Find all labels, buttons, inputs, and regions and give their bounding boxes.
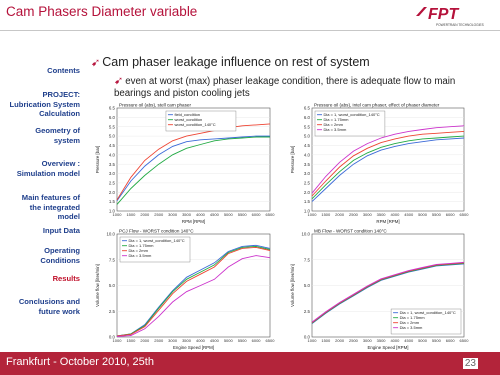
- y-tick-label: 7.5: [108, 257, 115, 263]
- chart-title: Pressure oil (abs), stell cam phaser: [119, 102, 191, 108]
- nav-item-line: Calculation: [39, 109, 80, 118]
- y-tick-label: 5.0: [108, 283, 115, 289]
- y-tick-label: 6.0: [303, 114, 310, 120]
- x-tick-label: 1500: [126, 212, 136, 217]
- chart-title: Pressure oil (abs), intel cam phaser, effect of phaser diameter: [314, 102, 440, 108]
- y-tick-label: 3.5: [108, 161, 115, 167]
- slide-title: Cam Phasers Diameter variable: [6, 4, 198, 19]
- y-tick-label: 2.5: [303, 308, 310, 314]
- x-tick-label: 1500: [321, 338, 331, 343]
- x-tick-label: 1500: [126, 338, 136, 343]
- y-tick-label: 2.0: [303, 189, 310, 195]
- legend-label: worst_condition: [174, 117, 203, 122]
- x-tick-label: 4500: [209, 338, 219, 343]
- header-divider: [0, 30, 500, 31]
- x-tick-label: 3500: [182, 338, 191, 343]
- y-tick-label: 5.0: [108, 133, 115, 139]
- y-tick-label: 1.5: [108, 199, 115, 205]
- nav-item-line: future work: [38, 306, 80, 316]
- bullet-main: [91, 55, 370, 69]
- x-axis-label: RPM [RPM]: [376, 219, 400, 224]
- x-tick-label: 1000: [112, 338, 122, 343]
- x-tick-label: 5500: [237, 338, 247, 343]
- x-tick-label: 5500: [237, 212, 247, 217]
- legend-label: Dia = 1.75mm: [399, 315, 425, 320]
- y-tick-label: 3.0: [108, 171, 115, 177]
- x-tick-label: 6000: [251, 338, 261, 343]
- x-tick-label: 1000: [112, 212, 122, 217]
- y-tick-label: 4.5: [108, 143, 115, 149]
- chart-title: PCJ Flow - WORST condition 140°C: [119, 228, 194, 234]
- fpt-logo: [414, 3, 494, 29]
- y-tick-label: 0.0: [303, 334, 310, 340]
- chart-svg: [283, 226, 470, 351]
- x-tick-label: 2000: [140, 338, 150, 343]
- legend-label: Dia = 2mm: [128, 248, 148, 253]
- chart-mb-flow: [283, 226, 470, 351]
- bullet-marker-icon: ➹: [114, 75, 124, 87]
- nav-item-line: Main features of: [21, 193, 80, 202]
- nav-item-0[interactable]: [47, 66, 80, 76]
- nav-item-3[interactable]: [17, 159, 80, 178]
- x-tick-label: 3500: [182, 212, 191, 217]
- x-tick-label: 1000: [307, 338, 317, 343]
- nav-item-2[interactable]: [35, 126, 80, 145]
- y-tick-label: 2.0: [108, 189, 115, 195]
- x-tick-label: 2500: [154, 212, 164, 217]
- legend: [166, 111, 236, 131]
- y-tick-label: 4.5: [303, 143, 310, 149]
- x-tick-label: 3000: [168, 212, 178, 217]
- logo-subtext: POWERTRAIN TECHNOLOGIES: [436, 23, 484, 27]
- y-tick-label: 10.0: [106, 231, 115, 237]
- chart-title: MB Flow - WORST condition 140°C: [314, 228, 387, 234]
- x-axis-label: RPM [RPM]: [181, 219, 206, 224]
- y-axis-label: Pressure [bar]: [95, 145, 100, 174]
- nav-item-line: Simulation model: [16, 168, 80, 178]
- y-tick-label: 2.5: [108, 180, 115, 186]
- x-axis-label: Engine Speed [RPM]: [367, 345, 409, 350]
- x-tick-label: 3500: [376, 338, 386, 343]
- y-tick-label: 5.5: [303, 124, 310, 130]
- x-tick-label: 1500: [321, 212, 331, 217]
- y-axis-label: Volume flow [liter/min]: [290, 264, 295, 307]
- y-tick-label: 0.0: [108, 334, 115, 340]
- y-tick-label: 7.5: [303, 257, 310, 263]
- x-tick-label: 4500: [209, 212, 219, 217]
- y-tick-label: 5.0: [303, 133, 310, 139]
- x-tick-label: 2500: [154, 338, 164, 343]
- x-tick-label: 3000: [362, 338, 372, 343]
- x-tick-label: 6000: [445, 338, 455, 343]
- legend-label: Dia = 1, worst_condition_140°C: [128, 238, 185, 243]
- x-tick-label: 2000: [140, 212, 150, 217]
- legend-label: worst_condition_140°C: [174, 122, 216, 127]
- nav-item-7[interactable]: [53, 274, 80, 284]
- y-tick-label: 1.0: [108, 208, 115, 214]
- x-tick-label: 4000: [196, 338, 205, 343]
- nav-item-line: Contents: [47, 66, 80, 75]
- y-tick-label: 6.5: [303, 105, 310, 111]
- y-tick-label: 5.0: [303, 283, 310, 289]
- nav-item-line: Results: [52, 274, 80, 283]
- x-tick-label: 6500: [459, 338, 469, 343]
- nav-item-line: the integrated: [29, 202, 80, 212]
- legend: [391, 309, 461, 334]
- nav-item-line: Lubrication System: [9, 99, 80, 109]
- legend-label: Dia = 3.5mm: [128, 253, 152, 258]
- y-tick-label: 2.5: [108, 308, 115, 314]
- x-tick-label: 5000: [223, 338, 233, 343]
- x-tick-label: 4000: [390, 212, 400, 217]
- nav-item-line: system: [53, 135, 80, 145]
- chart-pressure-steel: [88, 100, 276, 225]
- x-tick-label: 6500: [265, 212, 275, 217]
- x-tick-label: 6500: [459, 212, 469, 217]
- nav-item-4[interactable]: [22, 193, 80, 222]
- y-tick-label: 6.0: [108, 114, 115, 120]
- nav-item-line: Input Data: [42, 226, 80, 235]
- nav-item-line: Overview :: [41, 159, 80, 168]
- x-tick-label: 5500: [431, 338, 441, 343]
- nav-item-line: Conditions: [40, 255, 80, 265]
- legend-label: field_condition: [174, 112, 201, 117]
- nav-item-1[interactable]: [10, 90, 80, 119]
- x-tick-label: 6500: [265, 338, 275, 343]
- x-tick-label: 4000: [390, 338, 400, 343]
- x-tick-label: 2500: [349, 212, 358, 217]
- nav-item-8[interactable]: [19, 297, 80, 316]
- y-tick-label: 1.0: [303, 208, 310, 214]
- legend-label: Dia = 2mm: [399, 320, 420, 325]
- legend-label: Dia = 1.75mm: [128, 243, 154, 248]
- x-tick-label: 6000: [251, 212, 261, 217]
- chart-svg: [283, 100, 470, 225]
- nav-item-5[interactable]: [43, 226, 80, 236]
- chart-svg: [88, 100, 276, 225]
- y-axis-label: Volume flow [liter/min]: [95, 264, 100, 307]
- x-tick-label: 1000: [307, 212, 317, 217]
- nav-item-line: Geometry of: [35, 126, 80, 135]
- nav-item-line: Operating: [44, 246, 80, 255]
- x-tick-label: 3000: [362, 212, 372, 217]
- bullet-sub-text: even at worst (max) phaser leakage condition, there is adequate flow to main bearings and piston cooling jets: [114, 76, 456, 99]
- bullet-sub: [114, 75, 494, 100]
- x-tick-label: 4500: [404, 338, 414, 343]
- y-tick-label: 5.5: [108, 124, 115, 130]
- legend-label: Dia = 2mm: [323, 122, 343, 127]
- legend-label: Dia = 3.5mm: [323, 127, 347, 132]
- y-tick-label: 1.5: [303, 199, 310, 205]
- y-tick-label: 3.0: [303, 171, 310, 177]
- chart-pressure-intel: [283, 100, 470, 225]
- nav-item-line: model: [57, 212, 80, 221]
- y-tick-label: 6.5: [108, 105, 115, 111]
- legend-label: Dia = 3.5mm: [399, 325, 423, 330]
- nav-item-line: PROJECT:: [42, 90, 80, 99]
- page-number: 23: [464, 358, 476, 369]
- x-axis-label: Engine Speed [RPM]: [172, 345, 215, 350]
- x-tick-label: 2500: [349, 338, 358, 343]
- x-tick-label: 4500: [404, 212, 414, 217]
- y-tick-label: 2.5: [303, 180, 310, 186]
- legend-label: Dia = 1, worst_condition_140°C: [323, 112, 380, 117]
- x-tick-label: 3000: [168, 338, 178, 343]
- x-tick-label: 6000: [445, 212, 455, 217]
- x-tick-label: 2000: [335, 338, 345, 343]
- y-axis-label: Pressure [bar]: [290, 145, 295, 174]
- x-tick-label: 5000: [418, 212, 427, 217]
- bullet-main-text: Cam phaser leakage influence on rest of system: [102, 55, 370, 69]
- chart-svg: [88, 226, 276, 351]
- logo-text: FPT: [428, 6, 459, 23]
- y-tick-label: 10.0: [301, 231, 310, 237]
- chart-pcj-flow: [88, 226, 276, 351]
- x-tick-label: 2000: [335, 212, 345, 217]
- bullet-marker-icon: ➹: [91, 57, 101, 69]
- y-tick-label: 4.0: [303, 152, 310, 158]
- x-tick-label: 3500: [376, 212, 386, 217]
- legend: [315, 111, 385, 136]
- nav-item-6[interactable]: [40, 246, 80, 265]
- x-tick-label: 5000: [223, 212, 233, 217]
- x-tick-label: 5000: [418, 338, 427, 343]
- x-tick-label: 4000: [196, 212, 205, 217]
- legend-label: Dia = 1, worst_condition_140°C: [399, 310, 456, 315]
- nav-item-line: Conclusions and: [18, 297, 80, 306]
- legend: [120, 237, 190, 262]
- y-tick-label: 4.0: [108, 152, 115, 158]
- x-tick-label: 5500: [431, 212, 441, 217]
- footer-text: Frankfurt - October 2010, 25th: [6, 356, 154, 368]
- y-tick-label: 3.5: [303, 161, 310, 167]
- legend-label: Dia = 1.75mm: [323, 117, 349, 122]
